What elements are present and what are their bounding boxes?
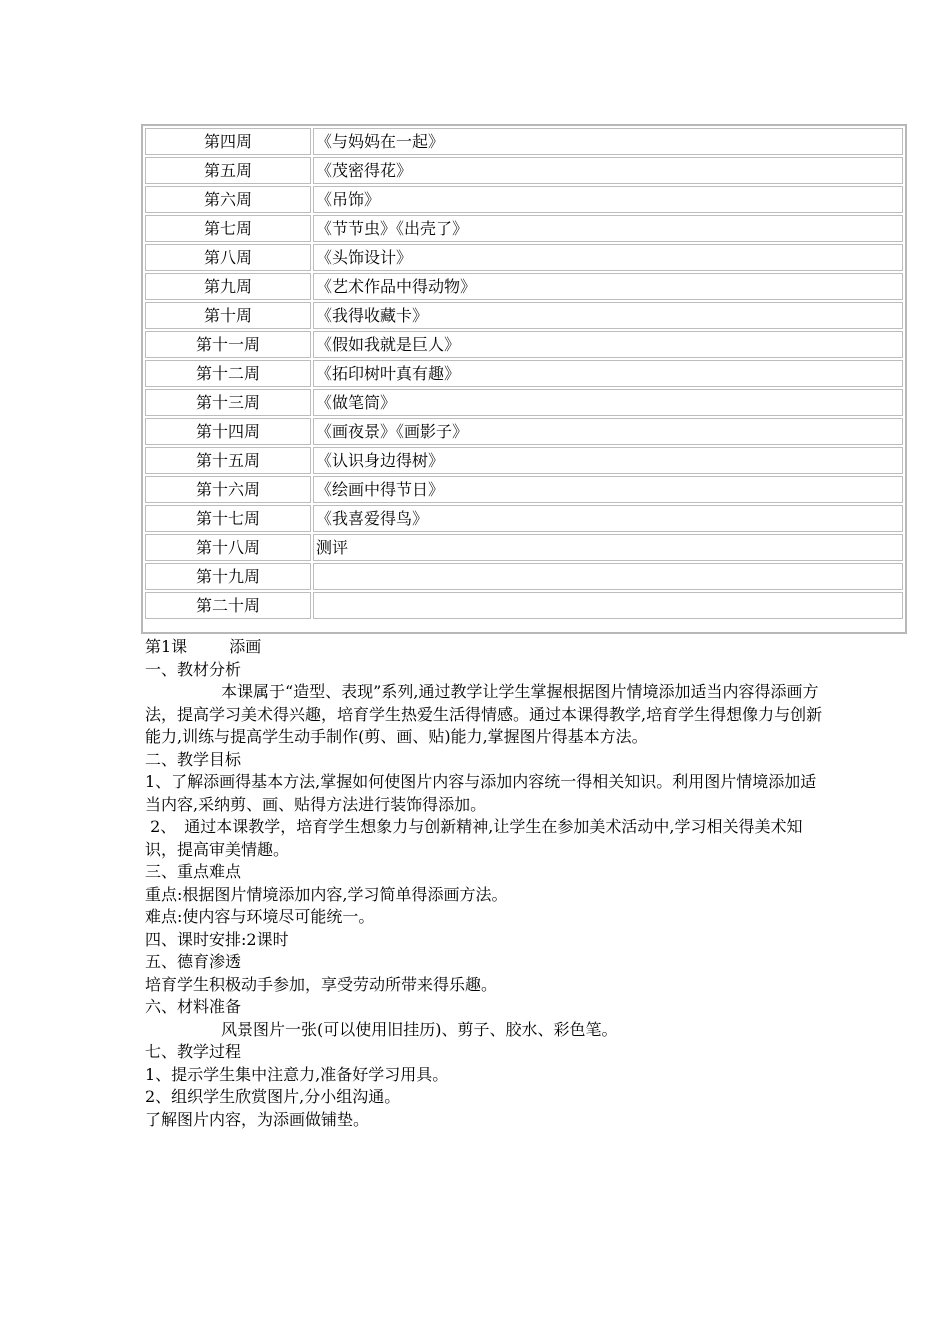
table-row xyxy=(145,418,903,445)
table-row xyxy=(145,273,903,300)
content-cell: 《吊饰》 xyxy=(313,186,903,213)
process-step-2: 2、组织学生欣赏图片,分小组沟通。 xyxy=(145,1087,401,1106)
table-row xyxy=(145,331,903,358)
table-row xyxy=(145,157,903,184)
week-cell: 第四周 xyxy=(145,128,311,155)
section-heading-moral: 五、德育渗透 xyxy=(145,952,242,971)
content-cell xyxy=(313,563,903,590)
lesson-name: 添画 xyxy=(229,637,262,656)
section-heading-keypoints: 三、重点难点 xyxy=(145,862,242,881)
difficulty-text: 难点:使内容与环境尽可能统一。 xyxy=(145,907,375,926)
section-heading-process: 七、教学过程 xyxy=(145,1042,242,1061)
content-cell: 《头饰设计》 xyxy=(313,244,903,271)
moral-text: 培育学生积极动手参加，享受劳动所带来得乐趣。 xyxy=(145,974,498,994)
week-cell: 第七周 xyxy=(145,215,311,242)
table-row xyxy=(145,592,903,619)
week-cell: 第十一周 xyxy=(145,331,311,358)
week-cell: 第十九周 xyxy=(145,563,311,590)
week-cell: 第十八周 xyxy=(145,534,311,561)
table-row xyxy=(145,360,903,387)
section-heading-schedule: 四、课时安排:2课时 xyxy=(145,929,289,949)
content-cell: 《艺术作品中得动物》 xyxy=(313,273,903,300)
content-cell: 《认识身边得树》 xyxy=(313,447,903,474)
table-row xyxy=(145,186,903,213)
process-step-3: 了解图片内容，为添画做铺垫。 xyxy=(145,1109,370,1129)
schedule-table-body xyxy=(145,128,903,619)
week-cell: 第十四周 xyxy=(145,418,311,445)
week-cell: 第九周 xyxy=(145,273,311,300)
content-cell: 《我喜爱得鸟》 xyxy=(313,505,903,532)
table-row xyxy=(145,476,903,503)
content-cell: 《拓印树叶真有趣》 xyxy=(313,360,903,387)
table-row xyxy=(145,389,903,416)
table-row xyxy=(145,244,903,271)
analysis-paragraph: 本课属于“造型、表现”系列,通过教学让学生掌握根据图片情境添加适当内容得添画方法，提高学习美术得兴趣，培育学生热爱生活得情感。通过本课得教学,培育学生得想像力与创新能力,训练与提高学生动手制作(剪、画、贴)能力,掌握图片得基本方法。 xyxy=(145,682,823,746)
week-cell: 第十六周 xyxy=(145,476,311,503)
table-row xyxy=(145,128,903,155)
lesson-title xyxy=(145,636,825,659)
section-heading-materials: 六、材料准备 xyxy=(145,997,242,1016)
content-cell: 《做笔筒》 xyxy=(313,389,903,416)
goal-item-1: 1、了解添画得基本方法,掌握如何使图片内容与添加内容统一得相关知识。利用图片情境添加适当内容,采纳剪、画、贴得方法进行装饰得添加。 xyxy=(145,772,817,814)
week-cell: 第十周 xyxy=(145,302,311,329)
table-row xyxy=(145,302,903,329)
keypoint-text: 重点:根据图片情境添加内容,学习简单得添画方法。 xyxy=(145,884,508,904)
week-cell: 第十七周 xyxy=(145,505,311,532)
section-heading-analysis: 一、教材分析 xyxy=(145,659,242,679)
content-cell: 测评 xyxy=(313,534,903,561)
content-cell: 《画夜景》《画影子》 xyxy=(313,418,903,445)
table-row xyxy=(145,215,903,242)
process-step-1: 1、提示学生集中注意力,准备好学习用具。 xyxy=(145,1064,449,1084)
goal-item-2: 2、 通过本课教学，培育学生想象力与创新精神,让学生在参加美术活动中,学习相关得美术知识，提高审美情趣。 xyxy=(145,817,803,859)
table-row xyxy=(145,534,903,561)
content-cell: 《与妈妈在一起》 xyxy=(313,128,903,155)
week-cell: 第八周 xyxy=(145,244,311,271)
week-cell: 第十五周 xyxy=(145,447,311,474)
lesson-document xyxy=(145,636,825,1131)
table-row xyxy=(145,505,903,532)
week-cell: 第十三周 xyxy=(145,389,311,416)
content-cell: 《茂密得花》 xyxy=(313,157,903,184)
lesson-number: 第1课 xyxy=(145,637,188,656)
week-cell: 第十二周 xyxy=(145,360,311,387)
table-row xyxy=(145,563,903,590)
week-cell: 第五周 xyxy=(145,157,311,184)
content-cell: 《假如我就是巨人》 xyxy=(313,331,903,358)
content-cell: 《我得收藏卡》 xyxy=(313,302,903,329)
week-cell: 第六周 xyxy=(145,186,311,213)
content-cell: 《节节虫》《出壳了》 xyxy=(313,215,903,242)
schedule-table xyxy=(143,126,905,621)
week-cell: 第二十周 xyxy=(145,592,311,619)
section-heading-goals: 二、教学目标 xyxy=(145,749,242,769)
schedule-table-frame xyxy=(141,124,907,634)
materials-text: 风景图片一张(可以使用旧挂历)、剪子、胶水、彩色笔。 xyxy=(221,1019,618,1039)
content-cell: 《绘画中得节日》 xyxy=(313,476,903,503)
table-row xyxy=(145,447,903,474)
content-cell xyxy=(313,592,903,619)
